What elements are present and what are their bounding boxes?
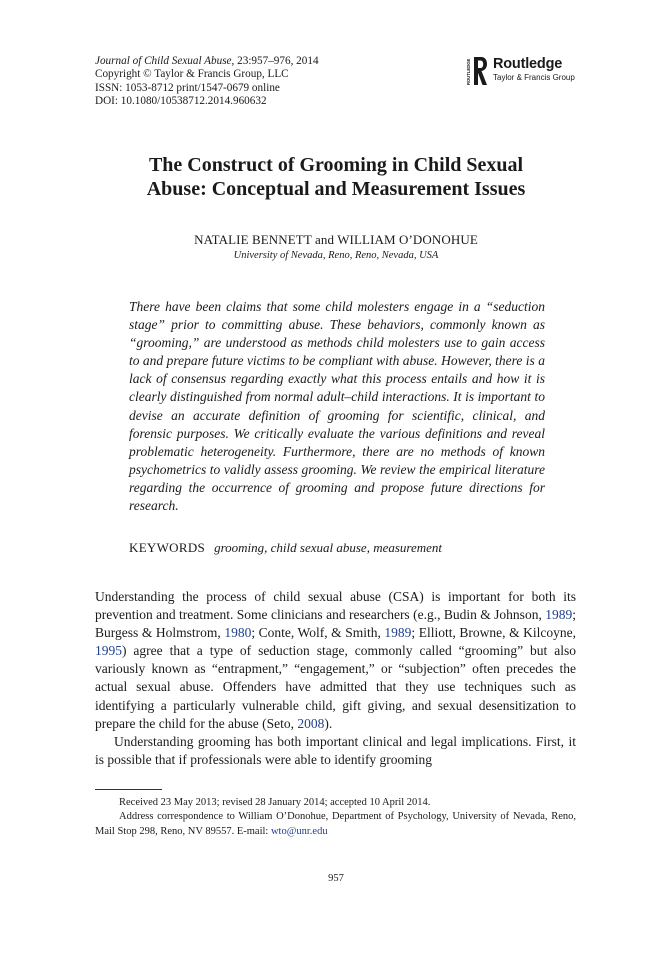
received-dates: Received 23 May 2013; revised 28 January 2014; accepted 10 April 2014. xyxy=(119,797,431,808)
citation-link[interactable]: 1980 xyxy=(224,625,252,641)
journal-name: Journal of Child Sexual Abuse xyxy=(95,55,232,67)
citation-link[interactable]: 1989 xyxy=(545,607,573,623)
text-run: ). xyxy=(324,715,333,731)
text-run: Understanding the process of child sexual abuse (CSA) is important for both its prevention and treatment. Some clinicians and researchers (e.g., Budin & Johnson, xyxy=(95,589,576,623)
publisher-group: Taylor & Francis Group xyxy=(493,73,575,82)
issn-line: ISSN: 1053-8712 print/1547-0679 online xyxy=(95,81,280,94)
footnote xyxy=(95,796,576,839)
text-run: ; Conte, Wolf, & Smith, xyxy=(251,625,385,641)
routledge-logo-icon xyxy=(466,55,488,87)
text-run: ; Elliott, Browne, & Kilcoyne, xyxy=(411,625,576,641)
keywords-list: grooming, child sexual abuse, measurement xyxy=(214,540,443,555)
title-line-1: The Construct of Grooming in Child Sexual xyxy=(148,154,524,176)
publisher-text xyxy=(493,56,575,83)
body-paragraph-2: Understanding grooming has both important clinical and legal implications. First, it is possible that if professionals were able to identify grooming xyxy=(95,733,576,767)
article-title xyxy=(60,153,612,201)
journal-volume: , 23:957–976, 2014 xyxy=(231,55,319,67)
footnote-rule xyxy=(95,789,162,790)
keywords xyxy=(129,540,442,556)
body-paragraph-1 xyxy=(95,588,576,733)
publisher-logo xyxy=(466,55,584,89)
affiliation: University of Nevada, Reno, Reno, Nevada, USA xyxy=(233,250,439,261)
authors: NATALIE BENNETT and WILLIAM O’DONOHUE xyxy=(194,232,478,247)
email-link[interactable]: wto@unr.edu xyxy=(270,825,328,837)
publisher-name: Routledge xyxy=(493,56,563,72)
body-text xyxy=(95,588,576,769)
keywords-label: KEYWORDS xyxy=(129,540,206,555)
copyright-line: Copyright © Taylor & Francis Group, LLC xyxy=(95,68,289,81)
citation-link[interactable]: 1989 xyxy=(384,625,412,641)
title-line-2: Abuse: Conceptual and Measurement Issues xyxy=(146,178,526,200)
journal-info xyxy=(95,55,319,109)
abstract: There have been claims that some child molesters engage in a “seduction stage” prior to committing abuse. These behaviors, commonly known as “grooming,” are understood as methods child molesters use to gain access to and prepare future victims to be compliant with abuse. However, there is a lack of consensus regarding exactly what this process entails and how it is clearly distinguished from normal adult–child interactions. It is important to devise an accurate definition of grooming for scientific, clinical, and forensic purposes. We critically evaluate the various definitions and reveal problematic heterogeneity. Furthermore, there are no methods of known psychometrics to validly assess grooming. We review the empirical literature regarding the occurrence of grooming and propose future directions for research. xyxy=(129,299,545,514)
citation-link[interactable]: 1995 xyxy=(95,643,122,659)
doi-line: DOI: 10.1080/10538712.2014.960632 xyxy=(95,95,267,108)
correspondence-address xyxy=(95,810,576,839)
text-run: ) agree that a type of seduction stage, commonly called “grooming” but also variously known as “entrapment,” “engagement,” or “subjection” often precedes the actual sexual abuse. Offenders have admitted that they use techniques such as identifying a particularly vulnerable child, gift giving, and sexual desensitization to prepare the child for the abuse (Seto, xyxy=(95,643,576,731)
citation-link[interactable]: 2008 xyxy=(297,715,325,731)
journal-citation xyxy=(95,55,319,68)
logo-vertical-label: ROUTLEDGE xyxy=(466,58,471,85)
page-number: 957 xyxy=(328,873,344,884)
text-run: ; Burgess & Holmstrom, xyxy=(95,607,576,641)
address-text: Address correspondence to William O’Donohue, Department of Psychology, University of Nevada, Reno, Mail Stop 298, Reno, NV 89557. E-mail: xyxy=(95,811,576,837)
